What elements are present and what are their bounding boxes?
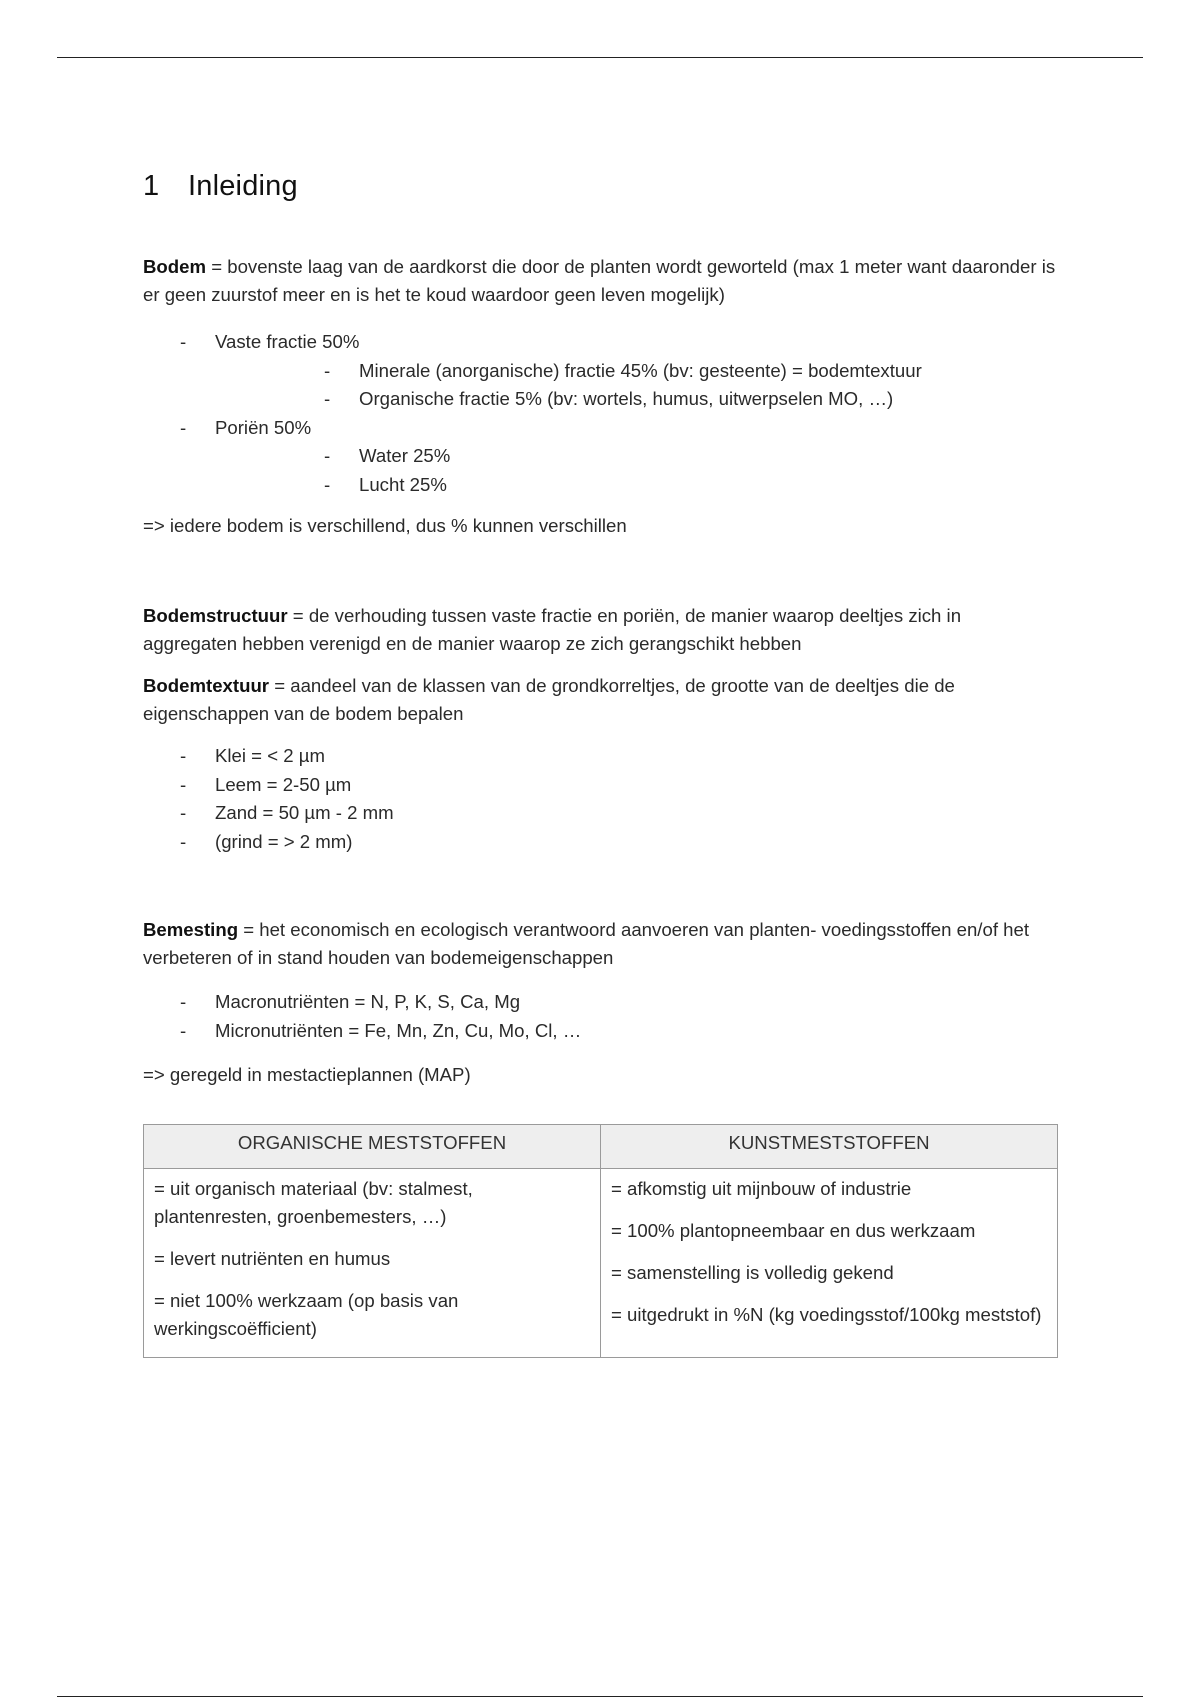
sublist-item: - Organische fractie 5% (bv: wortels, humus, uitwerpselen MO, …) [215, 385, 1058, 414]
footer-rule [57, 1696, 1143, 1697]
term-bodem: Bodem [143, 256, 207, 277]
table-header-kunstmest: KUNSTMESTSTOFFEN [601, 1125, 1058, 1169]
term-bodemtextuur: Bodemtextuur [143, 675, 270, 696]
bodemstructuur-definition [143, 602, 1058, 658]
section-heading [143, 166, 1058, 206]
list-item [143, 328, 1058, 414]
table-cell-kunstmest [601, 1169, 1058, 1358]
term-bemesting: Bemesting [143, 919, 239, 940]
cell-item: = uitgedrukt in %N (kg voedingsstof/100kg meststof) [611, 1304, 1042, 1325]
list-item [143, 414, 1058, 500]
list-item: - Macronutriënten = N, P, K, S, Ca, Mg [143, 988, 1058, 1017]
bemesting-conclusion: => geregeld in mestactieplannen (MAP) [143, 1064, 471, 1085]
bodemtextuur-definition-text: = aandeel van de klassen van de grondkorreltjes, de grootte van de deeltjes die de eigenschappen van de bodem bepalen [143, 675, 955, 724]
cell-item: = levert nutriënten en humus [154, 1248, 391, 1269]
bodem-list [143, 328, 1058, 499]
bodem-conclusion: => iedere bodem is verschillend, dus % kunnen verschillen [143, 515, 627, 536]
sublist [215, 442, 1058, 499]
table-row [144, 1169, 1058, 1358]
cell-item: = niet 100% werkzaam (op basis van werkingscoëfficient) [154, 1290, 459, 1339]
cell-item: = afkomstig uit mijnbouw of industrie [611, 1178, 912, 1199]
list-item: - (grind = > 2 mm) [143, 828, 1058, 857]
header-rule [57, 57, 1143, 58]
table-header-organisch: ORGANISCHE MESTSTOFFEN [144, 1125, 601, 1169]
table-cell-organisch [144, 1169, 601, 1358]
bodem-definition [143, 253, 1058, 309]
page-content [143, 166, 1058, 1358]
bodemtextuur-list [143, 742, 1058, 856]
list-item: - Micronutriënten = Fe, Mn, Zn, Cu, Mo, Cl, … [143, 1017, 1058, 1046]
bemesting-definition [143, 916, 1058, 972]
cell-item: = uit organisch materiaal (bv: stalmest, plantenresten, groenbemesters, …) [154, 1178, 473, 1227]
sublist-item: - Lucht 25% [215, 471, 1058, 500]
cell-item: = 100% plantopneembaar en dus werkzaam [611, 1220, 976, 1241]
bodem-definition-text: = bovenste laag van de aardkorst die door de planten wordt geworteld (max 1 meter want daaronder is er geen zuurstof meer en is het te koud waardoor geen leven mogelijk) [143, 256, 1056, 305]
list-item-label: Poriën 50% [215, 416, 312, 438]
list-item: - Zand = 50 µm - 2 mm [143, 799, 1058, 828]
sublist [215, 357, 1058, 414]
section-title: Inleiding [188, 170, 298, 202]
bodemtextuur-definition [143, 672, 1058, 728]
sublist-item: - Minerale (anorganische) fractie 45% (bv: gesteente) = bodemtextuur [215, 357, 1058, 386]
table-header-row [144, 1125, 1058, 1169]
section-number: 1 [143, 170, 160, 202]
cell-item: = samenstelling is volledig gekend [611, 1262, 894, 1283]
term-bodemstructuur: Bodemstructuur [143, 605, 288, 626]
bemesting-definition-text: = het economisch en ecologisch verantwoord aanvoeren van planten- voedingsstoffen en/of het verbeteren of in stand houden van bodemeigenschappen [143, 919, 1029, 968]
meststoffen-table [143, 1124, 1058, 1358]
list-item-label: Vaste fractie 50% [215, 331, 360, 352]
bodemstructuur-definition-text: = de verhouding tussen vaste fractie en poriën, de manier waarop deeltjes zich in aggregaten hebben verenigd en de manier waarop ze zich gerangschikt hebben [143, 605, 962, 654]
bemesting-list [143, 988, 1058, 1045]
list-item: - Leem = 2-50 µm [143, 771, 1058, 800]
list-item: - Klei = < 2 µm [143, 742, 1058, 771]
sublist-item: - Water 25% [215, 442, 1058, 471]
